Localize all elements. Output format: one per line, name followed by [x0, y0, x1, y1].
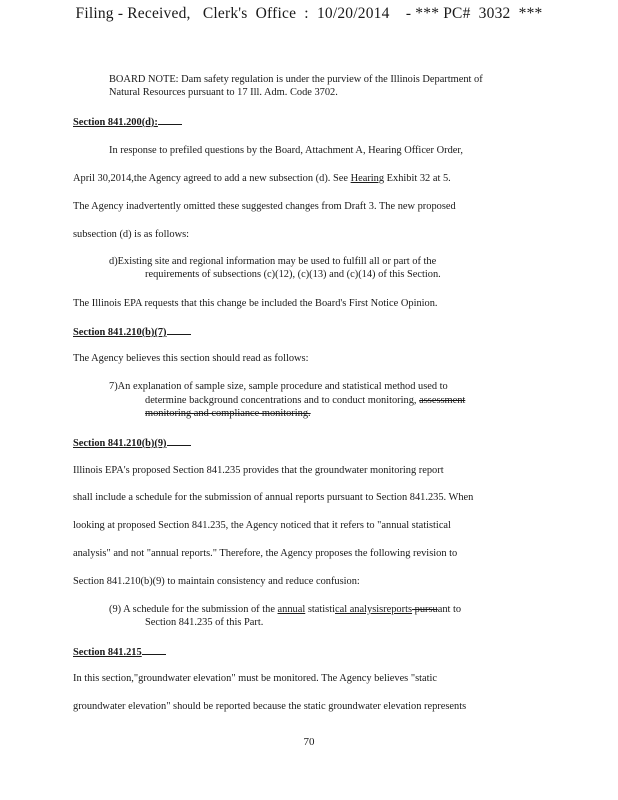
heading-underline: [167, 436, 191, 446]
quoted-line: [109, 603, 461, 616]
paragraph-line: analysis" and not "annual reports." Therefore, the Agency proposes the following revision to: [73, 548, 458, 559]
section-title: Section 841.210(b)(9): [73, 438, 167, 449]
board-note-line2: Natural Resources pursuant to 17 Ill. Adm. Code 3702.: [109, 87, 338, 98]
paragraph-line: The Agency believes this section should read as follows:: [73, 353, 309, 364]
inserted-text: cal analysisreports: [334, 604, 413, 615]
paragraph-line: subsection (d) is as follows:: [73, 229, 190, 240]
quoted-line: d)Existing site and regional information may be used to fulfill all or part of the: [109, 256, 437, 267]
quoted-text: statisti: [305, 604, 335, 615]
section-title: Section 841.200(d):: [73, 117, 158, 128]
section-title: Section 841.210(b)(7): [73, 327, 167, 338]
heading-underline: [142, 645, 166, 655]
heading-underline: [158, 115, 182, 125]
deleted-text: pursu: [412, 604, 438, 615]
quoted-line: [145, 394, 465, 407]
paragraph-line: looking at proposed Section 841.235, the Agency noticed that it refers to "annual statistical: [73, 520, 451, 531]
quoted-line: Section 841.235 of this Part.: [145, 617, 264, 628]
quoted-line: 7)An explanation of sample size, sample procedure and statistical method used to: [109, 381, 448, 392]
page-number: 70: [303, 736, 315, 748]
section-title: Section 841.215: [73, 647, 142, 658]
board-note-line1: BOARD NOTE: Dam safety regulation is under the purview of the Illinois Department of: [109, 74, 483, 85]
paragraph-line: shall include a schedule for the submission of annual reports pursuant to Section 841.235. When: [73, 492, 474, 503]
heading-underline: [167, 325, 191, 335]
paragraph-text: Exhibit 32 at 5.: [384, 173, 451, 184]
filing-header: Filing - Received, Clerk's Office : 10/20/2014 - *** PC# 3032 ***: [75, 5, 543, 22]
section-heading-841-215: [73, 645, 166, 659]
paragraph-line: Section 841.210(b)(9) to maintain consistency and reduce confusion:: [73, 576, 360, 587]
deleted-line: monitoring and compliance monitoring.: [145, 408, 311, 419]
paragraph-line: In response to prefiled questions by the Board, Attachment A, Hearing Officer Order,: [109, 145, 464, 156]
paragraph-line: Illinois EPA's proposed Section 841.235 provides that the groundwater monitoring report: [73, 465, 444, 476]
paragraph-line: The Illinois EPA requests that this change be included the Board's First Notice Opinion.: [73, 298, 438, 309]
paragraph-line: In this section,"groundwater elevation" must be monitored. The Agency believes "static: [73, 673, 437, 684]
quoted-text: determine background concentrations and to conduct monitoring,: [145, 395, 417, 406]
quoted-text: (9) A schedule for the submission of the: [109, 604, 278, 615]
hearing-link-text: Hearing: [350, 173, 385, 184]
section-heading-841-210b7: [73, 325, 191, 339]
section-heading-841-210b9: [73, 436, 191, 450]
quoted-text: ant to: [437, 604, 462, 615]
paragraph-text: April 30,2014,the Agency agreed to add a new subsection (d). See: [73, 173, 348, 184]
section-heading-841-200d: [73, 115, 182, 129]
paragraph-line: The Agency inadvertently omitted these suggested changes from Draft 3. The new proposed: [73, 201, 456, 212]
deleted-text: assessment: [419, 395, 466, 406]
paragraph-line: [73, 172, 451, 185]
inserted-text: annual: [277, 604, 306, 615]
quoted-line: requirements of subsections (c)(12), (c)(13) and (c)(14) of this Section.: [145, 269, 441, 280]
paragraph-line: groundwater elevation" should be reported because the static groundwater elevation represents: [73, 701, 467, 712]
